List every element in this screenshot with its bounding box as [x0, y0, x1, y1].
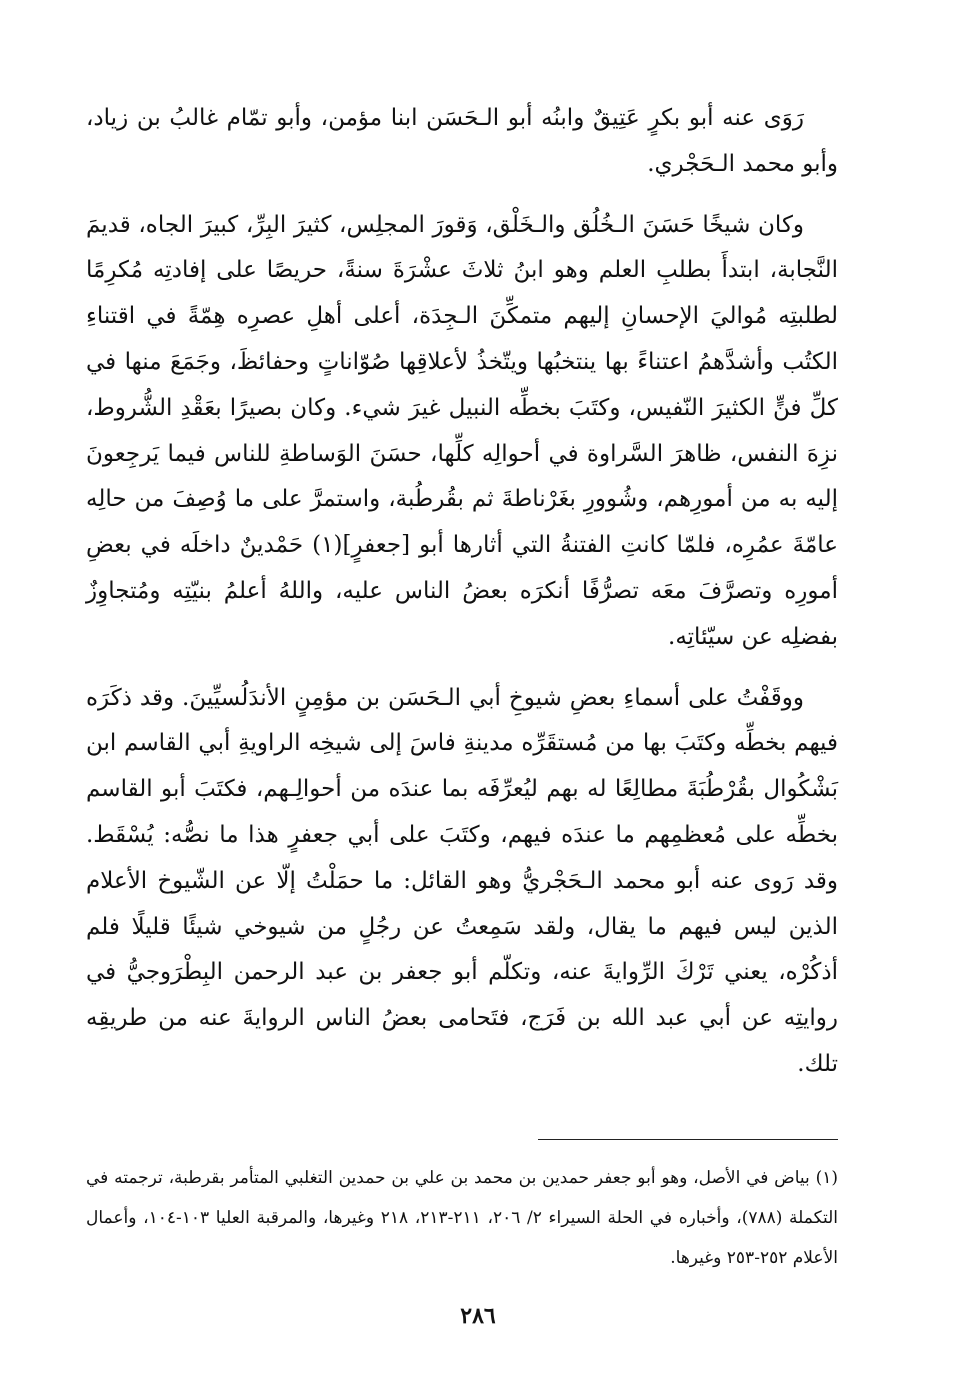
paragraph-2: وكان شيخًا حَسَنَ الـخُلُق والـخَلْق، وَقورَ المجلِس، كثيرَ البِرِّ، كبيرَ الجاه، قديمَ النَّجابة، ابتدأَ بطلبِ العلم وهو ابنُ ثلاثَ عشْرَةَ سنةً، حريصًا على إفادتِه مُكرِمًا لطلبتِه مُواليَ الإحسانِ إليهم متمكِّنَ الـجِدَة، أعلى أهلِ عصرِه هِمّةً في اقتناءِ الكتُب وأشدَّهمُ اعتناءً بها ينتخبُها ويتّخذُ لأعلاقِها صُوّاناتٍ وحفائظَ، وجَمَعَ منها في كلِّ فنٍّ الكثيرَ النّفيس، وكتَبَ بخطِّه النبيل غيرَ شيء. وكان بصيرًا بعَقْدِ الشُّروط، نزِهَ النفس، ظاهرَ السَّراوة في أحوالِه كلِّها، حسَنَ الوَساطةِ للناس فيما يَرجِعونَ إليه به من أمورِهم، وشُوورِ بغَرْناطةَ ثم بقُرطُبة، واستمرَّ على ما وُصِفَ من حالِه عامّةَ عمُرِه، فلمّا كانتِ الفتنةُ التي أثارها أبو [جعفرٍ](١) حَمْدينٌ داخلَه في بعضِ أمورِه وتصرَّفَ معَه تصرُّفًا أنكرَه بعضُ الناس عليه، واللهُ أعلمُ بنيّتِه ومُتجاوِزٌ بفضلِه عن سيّئاتِه.	[86, 211, 838, 650]
footnote-divider	[538, 1139, 838, 1140]
paragraph-3: ووقَفْتُ على أسماءِ بعضِ شيوخِ أبي الـحَسَن بن مؤمِنٍ الأندَلُسيِّينَ. وقد ذكَرَه فيهم بخطِّه وكتَبَ بها من مُستقَرِّه مدينةِ فاسَ إلى شيخِه الراويةِ أبي القاسم ابن بَشْكُوال بقُرْطُبَةَ مطالِعًا له بهم ليُعرِّفَه بما عندَه من أحوالِـهم، فكتَبَ أبو القاسم بخطِّه على مُعظمِهم ما عندَه فيهم، وكتَبَ على أبي جعفرٍ هذا ما نصُّه: يُسْقَط. وقد رَوى عنه أبو محمد الـحَجْريُّ وهو القائل: ما حمَلْتُ إلّا عن الشّيوخ الأعلام الذين ليس فيهم ما يقال، ولقد سَمِعتُ عن رجُلٍ من شيوخي شيئًا قليلًا فلم أذكُرْه، يعني تَرْكَ الرِّوايةَ عنه، وتكلّم أبو جعفر بن عبد الرحمن البِطْرَوجيُّ في روايتِه عن أبي عبد الله بن فَرَج، فتَحامى بعضُ الناس الروايةَ عنه من طريقِه تلك.	[86, 684, 838, 1077]
paragraph-1: رَوَى عنه أبو بكرٍ عَتِيقٌ وابنُه أبو الـحَسَن ابنا مؤمن، وأبو تمّام غالبُ بن زياد، وأبو محمد الـحَجْري.	[86, 105, 838, 177]
footnote: (١) بياض في الأصل، وهو أبو جعفر حمدين بن محمد بن علي بن حمدين التغلبي المتأمر بقرطبة، ترجمته في التكملة (٧٨٨)، وأخباره في الحلة السيراء ٢/ ٢٠٦، ٢١١-٢١٣، ٢١٨ وغيرها، والمرقبة العليا ١٠٣-١٠٤، وأعمال الأعلام ٢٥٢-٢٥٣ وغيرها.	[86, 1168, 839, 1268]
page-number: ٢٨٦	[460, 1303, 496, 1329]
main-text	[86, 96, 838, 1103]
